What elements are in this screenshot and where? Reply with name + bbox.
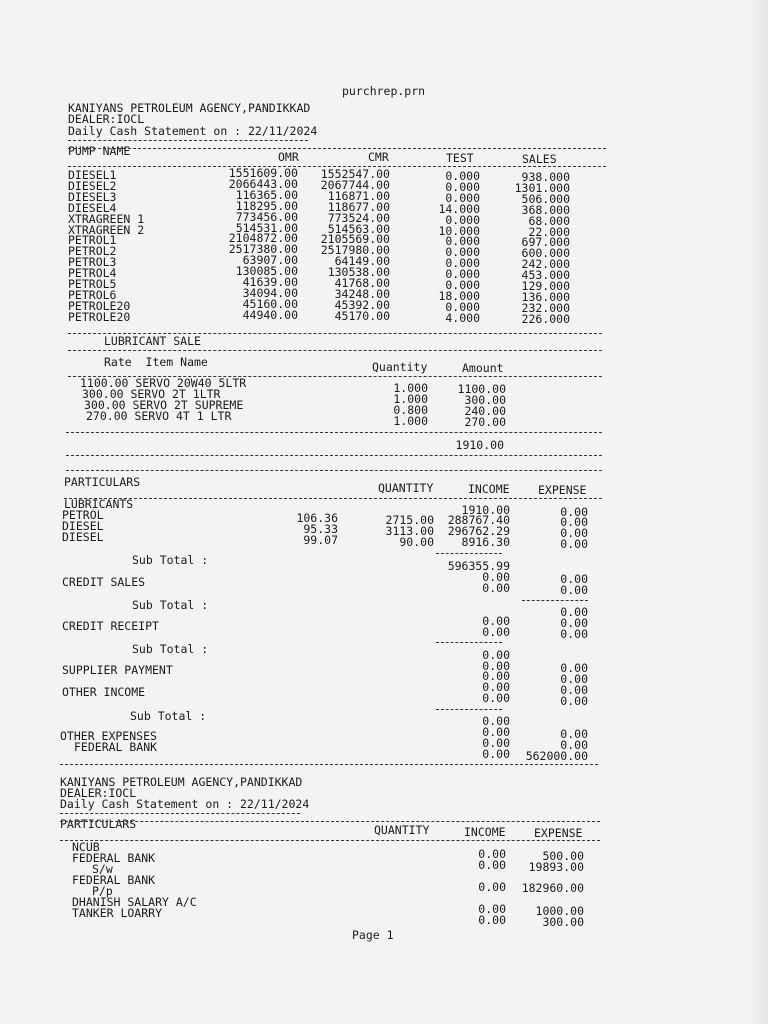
pump-name: PETROL2	[68, 244, 117, 259]
dealer-name: DEALER:IOCL	[68, 112, 145, 126]
omr-value: 773456.00	[235, 209, 298, 224]
part2-label: FEDERAL BANK	[72, 873, 156, 887]
income-value: 0.00	[482, 581, 510, 595]
cmr-value: 2105569.00	[320, 232, 390, 247]
supplier-payment-label: SUPPLIER PAYMENT	[62, 663, 173, 677]
omr-value: 44940.00	[242, 307, 298, 322]
particulars-header: PARTICULARS	[64, 475, 141, 489]
divider	[66, 432, 602, 433]
particulars-header: PARTICULARS	[60, 817, 137, 831]
divider	[66, 455, 602, 456]
income-value: 0.00	[482, 725, 510, 739]
fuel-quantity: 90.00	[399, 535, 434, 549]
part2-label: FEDERAL BANK	[72, 851, 156, 865]
sub-total-expense: 0.00	[560, 605, 588, 619]
fuel-expense: 0.00	[560, 537, 588, 551]
omr-value: 1551609.00	[228, 166, 298, 180]
lubricants-label: LUBRICANTS	[64, 497, 134, 511]
expense-value: 0.00	[560, 572, 588, 586]
test-value: 4.000	[445, 310, 480, 325]
pump-name: DIESEL1	[68, 168, 117, 182]
lubricant-item: 300.00 SERVO 2T 1LTR	[82, 387, 221, 401]
omr-value: 41639.00	[242, 275, 298, 289]
cmr-value: 773524.00	[327, 210, 390, 225]
pump-name: PETROL4	[68, 266, 117, 281]
rate-item-header: Rate Item Name	[104, 355, 208, 369]
pump-name: PETROL3	[68, 255, 117, 270]
expense-value: 0.00	[560, 694, 588, 708]
scan-shadow	[750, 0, 768, 1024]
lubricant-total: 1910.00	[455, 438, 504, 452]
pump-name: DIESEL3	[68, 189, 117, 204]
pump-name: DIESEL4	[68, 200, 117, 215]
fuel-rate: 106.36	[296, 511, 338, 525]
fuel-income: 296762.29	[447, 524, 510, 538]
statement-date: Daily Cash Statement on : 22/11/2024	[60, 797, 310, 811]
lubricant-amount: 240.00	[464, 404, 506, 418]
pump-name: PETROL6	[68, 287, 117, 302]
lubricants-expense: 0.00	[560, 505, 588, 519]
lubricant-quantity: 1.000	[393, 392, 428, 406]
expense-value: 0.00	[560, 672, 588, 686]
expense-value: 1000.00	[535, 904, 584, 918]
test-value: 0.000	[445, 169, 480, 183]
part2-sub-label: P/p	[92, 884, 113, 898]
omr-value: 2104872.00	[228, 231, 298, 246]
fuel-label: DIESEL	[62, 519, 104, 533]
cmr-value: 45170.00	[334, 308, 390, 323]
statement-date: Daily Cash Statement on : 22/11/2024	[68, 124, 318, 138]
income-value: 0.00	[478, 847, 506, 861]
fuel-income: 8916.30	[461, 535, 510, 549]
divider	[64, 498, 602, 499]
expense-value: 19893.00	[528, 860, 584, 874]
amount-header: Amount	[462, 361, 504, 375]
fuel-rate: 95.33	[303, 522, 338, 536]
income-value: 0.00	[478, 902, 506, 916]
expense-value: 562000.00	[525, 749, 588, 763]
sub-total-label: Sub Total :	[132, 642, 209, 656]
divider	[60, 821, 600, 822]
cmr-value: 2067744.00	[320, 177, 390, 192]
expense-value: 0.00	[560, 683, 588, 697]
test-value: 0.000	[445, 190, 480, 205]
sales-value: 226.000	[521, 311, 570, 326]
fuel-income: 288767.40	[447, 513, 510, 527]
expense-value: 0.00	[560, 661, 588, 675]
part2-label: TANKER LOARRY	[72, 906, 163, 920]
pump-name: XTRAGREEN 2	[68, 222, 145, 237]
cmr-value: 34248.00	[334, 286, 390, 301]
test-value: 0.000	[445, 212, 480, 227]
lubricant-item: 300.00 SERVO 2T SUPREME	[84, 398, 244, 412]
income-value: 0.00	[478, 858, 506, 872]
sales-value: 938.000	[521, 170, 570, 184]
fuel-label: PETROL	[62, 508, 104, 522]
cmr-value: 116871.00	[327, 188, 390, 203]
omr-value: 514531.00	[235, 220, 298, 235]
sub-total-label: Sub Total :	[132, 598, 209, 612]
lubricant-amount: 270.00	[464, 415, 506, 429]
cmr-value: 64149.00	[334, 254, 390, 269]
divider	[60, 764, 598, 765]
quantity-header: QUANTITY	[378, 481, 434, 495]
test-value: 0.000	[445, 278, 480, 292]
expense-header: EXPENSE	[538, 483, 587, 497]
credit-receipt-label: CREDIT RECEIPT	[62, 619, 159, 633]
sales-value: 129.000	[521, 279, 570, 293]
lubricant-quantity: 0.800	[393, 403, 428, 417]
expense-value: 182960.00	[521, 881, 584, 895]
other-expenses-label: OTHER EXPENSES	[60, 729, 157, 743]
expense-value: 0.00	[560, 727, 588, 741]
divider	[60, 840, 600, 841]
divider	[68, 350, 602, 351]
omr-value: 116365.00	[235, 187, 298, 202]
file-title: purchrep.prn	[342, 84, 426, 98]
lubricant-sale-title: LUBRICANT SALE	[104, 334, 201, 348]
test-value: 0.000	[445, 256, 480, 271]
income-value: 0.00	[482, 680, 510, 694]
sales-value: 368.000	[521, 202, 570, 217]
expense-value: 0.00	[560, 627, 588, 641]
lubricant-amount: 300.00	[464, 393, 506, 407]
sub-total-label: Sub Total :	[130, 709, 207, 723]
cmr-value: 130538.00	[327, 265, 390, 280]
omr-value: 2517380.00	[228, 242, 298, 257]
lubricant-item: 1100.00 SERVO 20W40 5LTR	[80, 376, 247, 390]
sales-value: 22.000	[528, 224, 570, 239]
test-value: 0.000	[445, 179, 480, 194]
divider	[68, 140, 308, 141]
sales-value: 697.000	[521, 235, 570, 250]
pump-name: XTRAGREEN 1	[68, 211, 145, 226]
cmr-value: 2517980.00	[320, 243, 390, 258]
omr-value: 34094.00	[242, 285, 298, 300]
cmr-value: 118677.00	[327, 199, 390, 214]
expense-value: 0.00	[560, 583, 588, 597]
expense-value: 300.00	[542, 915, 584, 929]
sub-total-income: 0.00	[482, 648, 510, 662]
sales-value: 453.000	[521, 268, 570, 283]
test-value: 0.000	[445, 299, 480, 314]
sales-value: 136.000	[521, 289, 570, 304]
test-value: 0.000	[445, 234, 480, 249]
expense-value: 0.00	[560, 738, 588, 752]
fuel-quantity: 2715.00	[385, 513, 434, 527]
pump-name-header: PUMP NAME	[68, 144, 131, 158]
cmr-value: 41768.00	[334, 276, 390, 290]
divider	[66, 470, 602, 471]
divider	[522, 600, 588, 601]
credit-sales-label: CREDIT SALES	[62, 575, 146, 589]
agency-name: KANIYANS PETROLEUM AGENCY,PANDIKKAD	[60, 775, 303, 789]
divider	[436, 642, 502, 643]
expense-value: 0.00	[560, 616, 588, 630]
income-header: INCOME	[468, 482, 510, 496]
dealer-name: DEALER:IOCL	[60, 786, 137, 800]
fuel-quantity: 3113.00	[385, 524, 434, 538]
pump-name: PETROL5	[68, 277, 117, 291]
income-value: 0.00	[482, 747, 510, 761]
income-value: 0.00	[482, 625, 510, 639]
lubricants-income: 1910.00	[461, 503, 510, 517]
expense-header: EXPENSE	[534, 826, 583, 840]
quantity-header: QUANTITY	[374, 823, 430, 837]
lubricant-amount: 1100.00	[457, 382, 506, 396]
pump-name: DIESEL2	[68, 178, 117, 193]
test-value: 14.000	[438, 201, 480, 216]
fuel-rate: 99.07	[303, 533, 338, 547]
lubricant-quantity: 1.000	[393, 381, 428, 395]
income-header: INCOME	[464, 825, 506, 839]
omr-value: 130085.00	[235, 264, 298, 279]
lubricant-quantity: 1.000	[393, 414, 428, 428]
federal-bank-label: FEDERAL BANK	[74, 740, 158, 754]
income-value: 0.00	[478, 913, 506, 927]
fuel-expense: 0.00	[560, 526, 588, 540]
divider	[60, 813, 300, 814]
income-value: 0.00	[482, 691, 510, 705]
income-value: 0.00	[482, 736, 510, 750]
divider	[68, 148, 606, 149]
expense-value: 500.00	[542, 849, 584, 863]
test-value: 18.000	[438, 288, 480, 303]
fuel-expense: 0.00	[560, 515, 588, 529]
income-value: 0.00	[478, 880, 506, 894]
sales-value: 506.000	[521, 191, 570, 206]
page-number: Page 1	[352, 928, 394, 942]
pump-name: PETROLE20	[68, 309, 131, 324]
sales-value: 68.000	[528, 213, 570, 228]
fuel-label: DIESEL	[62, 530, 104, 544]
omr-header: OMR	[278, 150, 299, 164]
part2-label: DHANISH SALARY A/C	[72, 895, 197, 909]
sales-value: 600.000	[521, 246, 570, 261]
lubricant-item: 270.00 SERVO 4T 1 LTR	[86, 409, 232, 423]
agency-name: KANIYANS PETROLEUM AGENCY,PANDIKKAD	[68, 101, 311, 115]
quantity-header: Quantity	[372, 360, 428, 374]
income-value: 0.00	[482, 659, 510, 673]
sales-value: 232.000	[521, 300, 570, 315]
omr-value: 63907.00	[242, 253, 298, 268]
pump-name: PETROLE20	[68, 298, 131, 313]
part2-sub-label: S/w	[92, 862, 113, 876]
omr-value: 2066443.00	[228, 176, 298, 191]
income-value: 0.00	[482, 614, 510, 628]
sub-total-income: 0.00	[482, 714, 510, 728]
part2-label: NCUB	[72, 840, 100, 854]
income-value: 0.00	[482, 570, 510, 584]
test-value: 10.000	[438, 223, 480, 238]
cmr-header: CMR	[368, 150, 389, 164]
cmr-value: 45392.00	[334, 297, 390, 312]
omr-value: 45160.00	[242, 296, 298, 311]
cmr-value: 514563.00	[327, 221, 390, 236]
divider	[436, 553, 502, 554]
divider	[436, 709, 502, 710]
income-value: 0.00	[482, 669, 510, 683]
sales-value: 1301.000	[514, 180, 570, 195]
omr-value: 118295.00	[235, 198, 298, 213]
sub-total-label: Sub Total :	[132, 553, 209, 567]
cmr-value: 1552547.00	[320, 167, 390, 181]
pump-name: PETROL1	[68, 233, 117, 248]
other-income-label: OTHER INCOME	[62, 685, 146, 699]
sub-total-income: 596355.99	[447, 559, 510, 573]
sales-header: SALES	[522, 152, 557, 166]
test-value: 0.000	[445, 245, 480, 260]
test-value: 0.000	[445, 267, 480, 282]
test-header: TEST	[446, 151, 474, 165]
sales-value: 242.000	[521, 257, 570, 272]
